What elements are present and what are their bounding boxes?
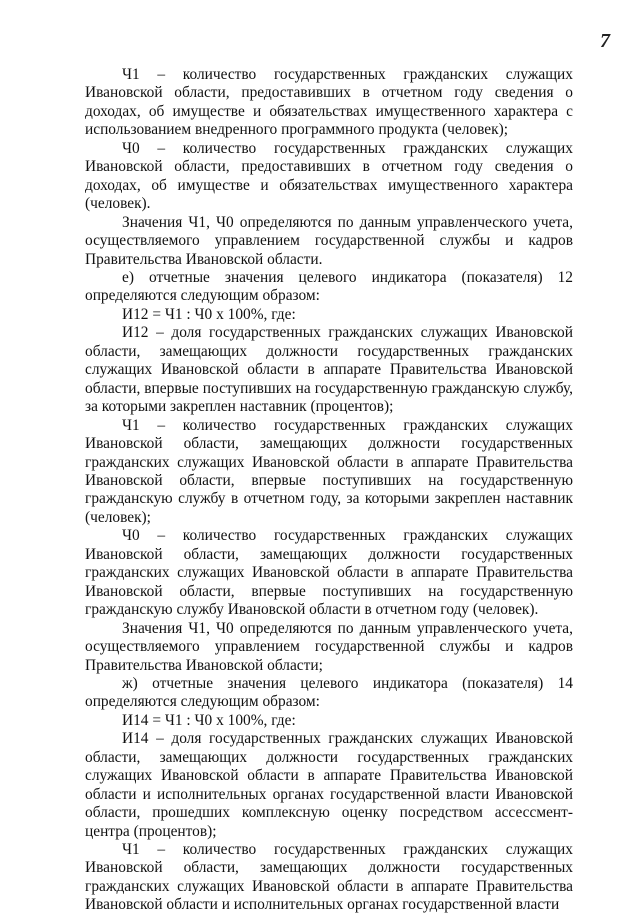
paragraph-i14-definition: И14 – доля государственных гражданских служащих Ивановской области, замещающих должности государственных гражданских служащих Ивановской области в аппарате Правительства Ивановской области и исполнительных органах государственной власти Ивановской области, прошедших комплексную оценку посредством ассессмент-центра (процентов); <box>85 730 573 840</box>
paragraph-values-source-2: Значения Ч1, Ч0 определяются по данным управленческого учета, осуществляемого управлением государственной службы и кадров Правительства Ивановской области; <box>85 619 573 674</box>
document-body <box>85 66 573 915</box>
paragraph-ch0-i12-definition: Ч0 – количество государственных гражданских служащих Ивановской области, замещающих должности государственных гражданских служащих Ивановской области в аппарате Правительства Ивановской области, впервые поступивших на государственную гражданскую службу Ивановской области в отчетном году (человек). <box>85 527 573 619</box>
formula-i12: И12 = Ч1 : Ч0 х 100%, где: <box>122 305 296 323</box>
paragraph-ch1-i14-definition: Ч1 – количество государственных гражданских служащих Ивановской области, замещающих должности государственных гражданских служащих Ивановской области в аппарате Правительства Ивановской области и исполнительных органах государственной власти <box>85 841 573 914</box>
paragraph-item-e: е) отчетные значения целевого индикатора (показателя) 12 определяются следующим образом: <box>85 268 573 305</box>
paragraph-values-source: Значения Ч1, Ч0 определяются по данным управленческого учета, осуществляемого управлением государственной службы и кадров Правительства Ивановской области. <box>85 213 573 268</box>
paragraph-i12-definition: И12 – доля государственных гражданских служащих Ивановской области, замещающих должности государственных гражданских служащих Ивановской области в аппарате Правительства Ивановской области, впервые поступивших на государственную гражданскую службу, за которыми закреплен наставник (процентов); <box>85 324 573 416</box>
page-number: 7 <box>600 30 610 52</box>
formula-i14: И14 = Ч1 : Ч0 х 100%, где: <box>122 711 296 729</box>
paragraph-item-zh: ж) отчетные значения целевого индикатора (показателя) 14 определяются следующим образом: <box>85 674 573 711</box>
paragraph-ch1-i12-definition: Ч1 – количество государственных гражданских служащих Ивановской области, замещающих должности государственных гражданских служащих Ивановской области в аппарате Правительства Ивановской области, впервые поступивших на государственную гражданскую службу в отчетном году, за которыми закреплен наставник (человек); <box>85 416 573 526</box>
paragraph-ch1-definition: Ч1 – количество государственных гражданских служащих Ивановской области, предоставивших в отчетном году сведения о доходах, об имуществе и обязательствах имущественного характера с использованием внедренного программного продукта (человек); <box>85 66 573 139</box>
paragraph-ch0-definition: Ч0 – количество государственных гражданских служащих Ивановской области, предоставивших в отчетном году сведения о доходах, об имуществе и обязательствах имущественного характера (человек). <box>85 139 573 213</box>
